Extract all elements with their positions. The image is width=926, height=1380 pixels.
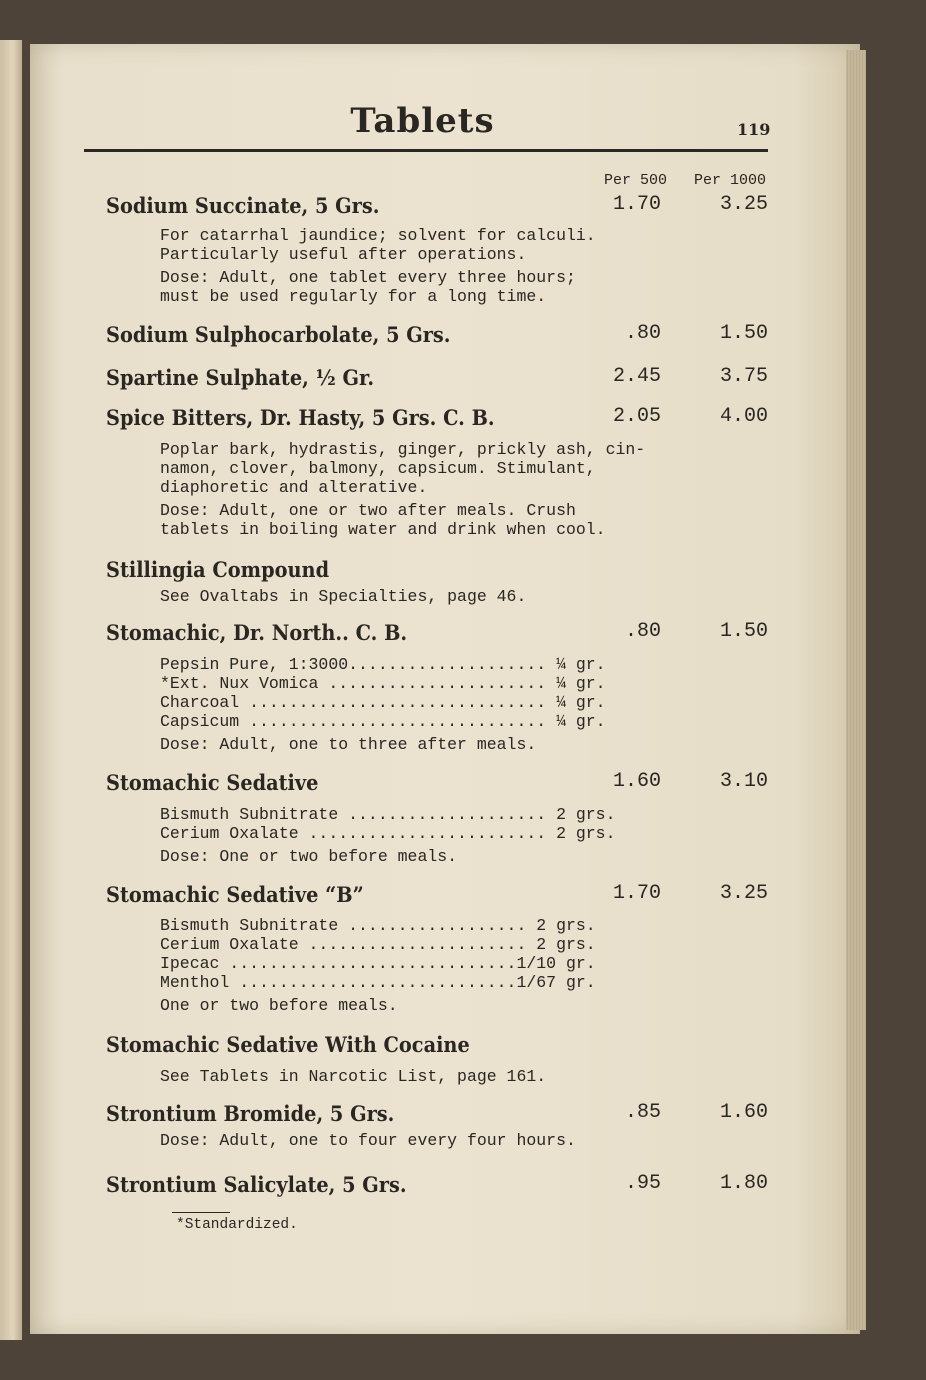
entry-name: Stomachic Sedative bbox=[106, 770, 319, 795]
ingredient-line: Cerium Oxalate ...................... 2 grs. bbox=[160, 935, 596, 954]
price-per500: 2.05 bbox=[612, 405, 661, 428]
price-per500: .85 bbox=[624, 1101, 661, 1124]
footnote-rule bbox=[172, 1212, 230, 1213]
price-per1000: 1.60 bbox=[719, 1101, 768, 1124]
dose-line: Dose: Adult, one or two after meals. Crush bbox=[160, 501, 576, 520]
price-per1000: 1.50 bbox=[719, 620, 768, 643]
ingredient-line: Cerium Oxalate ........................ 2 grs. bbox=[160, 824, 616, 843]
ingredient-line: *Ext. Nux Vomica ...................... ¼ gr. bbox=[160, 674, 606, 693]
price-per500: .80 bbox=[624, 322, 661, 345]
price-per500: .95 bbox=[624, 1172, 661, 1195]
price-per500: 1.70 bbox=[612, 882, 661, 905]
column-header-per1000: Per 1000 bbox=[694, 172, 767, 189]
entry-name: Strontium Bromide, 5 Grs. bbox=[106, 1101, 395, 1126]
dose-line: Dose: Adult, one tablet every three hours; bbox=[160, 268, 576, 287]
cross-reference: See Tablets in Narcotic List, page 161. bbox=[160, 1067, 547, 1086]
price-per500: 2.45 bbox=[612, 365, 661, 388]
ingredient-line: Menthol ............................1/67 gr. bbox=[160, 973, 596, 992]
ingredient-line: Capsicum .............................. ¼ gr. bbox=[160, 712, 606, 731]
ingredient-line: Bismuth Subnitrate .................... 2 grs. bbox=[160, 805, 616, 824]
dose-line: Dose: Adult, one to three after meals. bbox=[160, 735, 537, 754]
description-line: namon, clover, balmony, capsicum. Stimulant, bbox=[160, 459, 596, 478]
dose-line: must be used regularly for a long time. bbox=[160, 287, 547, 306]
header-rule bbox=[84, 149, 768, 152]
cross-reference: See Ovaltabs in Specialties, page 46. bbox=[160, 587, 527, 606]
description-line: diaphoretic and alterative. bbox=[160, 478, 428, 497]
ingredient-line: Ipecac .............................1/10 gr. bbox=[160, 954, 596, 973]
ingredient-line: Pepsin Pure, 1:3000.................... ¼ gr. bbox=[160, 655, 606, 674]
entry-name: Stomachic Sedative With Cocaine bbox=[106, 1032, 470, 1057]
page-number: 119 bbox=[737, 120, 771, 139]
ingredient-line: Bismuth Subnitrate .................. 2 grs. bbox=[160, 916, 596, 935]
price-per1000: 3.75 bbox=[719, 365, 768, 388]
description-line: For catarrhal jaundice; solvent for calculi. bbox=[160, 226, 596, 245]
entry-name: Stomachic, Dr. North.. C. B. bbox=[106, 620, 408, 645]
price-per1000: 4.00 bbox=[719, 405, 768, 428]
entry-name: Spartine Sulphate, ½ Gr. bbox=[106, 365, 375, 390]
ingredient-line: Charcoal .............................. ¼ gr. bbox=[160, 693, 606, 712]
price-per1000: 3.25 bbox=[719, 193, 768, 216]
description-line: Poplar bark, hydrastis, ginger, prickly ash, cin- bbox=[160, 440, 646, 459]
description-line: Particularly useful after operations. bbox=[160, 245, 527, 264]
page-stack-edge bbox=[846, 50, 866, 1330]
entry-name: Stillingia Compound bbox=[106, 557, 330, 582]
price-per1000: 3.10 bbox=[719, 770, 768, 793]
dose-line: One or two before meals. bbox=[160, 996, 398, 1015]
dose-line: Dose: Adult, one to four every four hours. bbox=[160, 1131, 576, 1150]
entry-name: Strontium Salicylate, 5 Grs. bbox=[106, 1172, 407, 1197]
price-per500: .80 bbox=[624, 620, 661, 643]
price-per1000: 3.25 bbox=[719, 882, 768, 905]
price-per500: 1.70 bbox=[612, 193, 661, 216]
column-header-per500: Per 500 bbox=[604, 172, 668, 189]
entry-name: Stomachic Sedative “B” bbox=[106, 882, 364, 907]
price-per1000: 1.50 bbox=[719, 322, 768, 345]
page-title: Tablets bbox=[350, 101, 495, 141]
price-per500: 1.60 bbox=[612, 770, 661, 793]
entry-name: Spice Bitters, Dr. Hasty, 5 Grs. C. B. bbox=[106, 405, 495, 430]
facing-page-edge bbox=[0, 40, 22, 1340]
entry-name: Sodium Succinate, 5 Grs. bbox=[106, 193, 380, 218]
price-per1000: 1.80 bbox=[719, 1172, 768, 1195]
entry-name: Sodium Sulphocarbolate, 5 Grs. bbox=[106, 322, 451, 347]
footnote: *Standardized. bbox=[176, 1217, 298, 1233]
dose-line: tablets in boiling water and drink when cool. bbox=[160, 520, 606, 539]
dose-line: Dose: One or two before meals. bbox=[160, 847, 458, 866]
